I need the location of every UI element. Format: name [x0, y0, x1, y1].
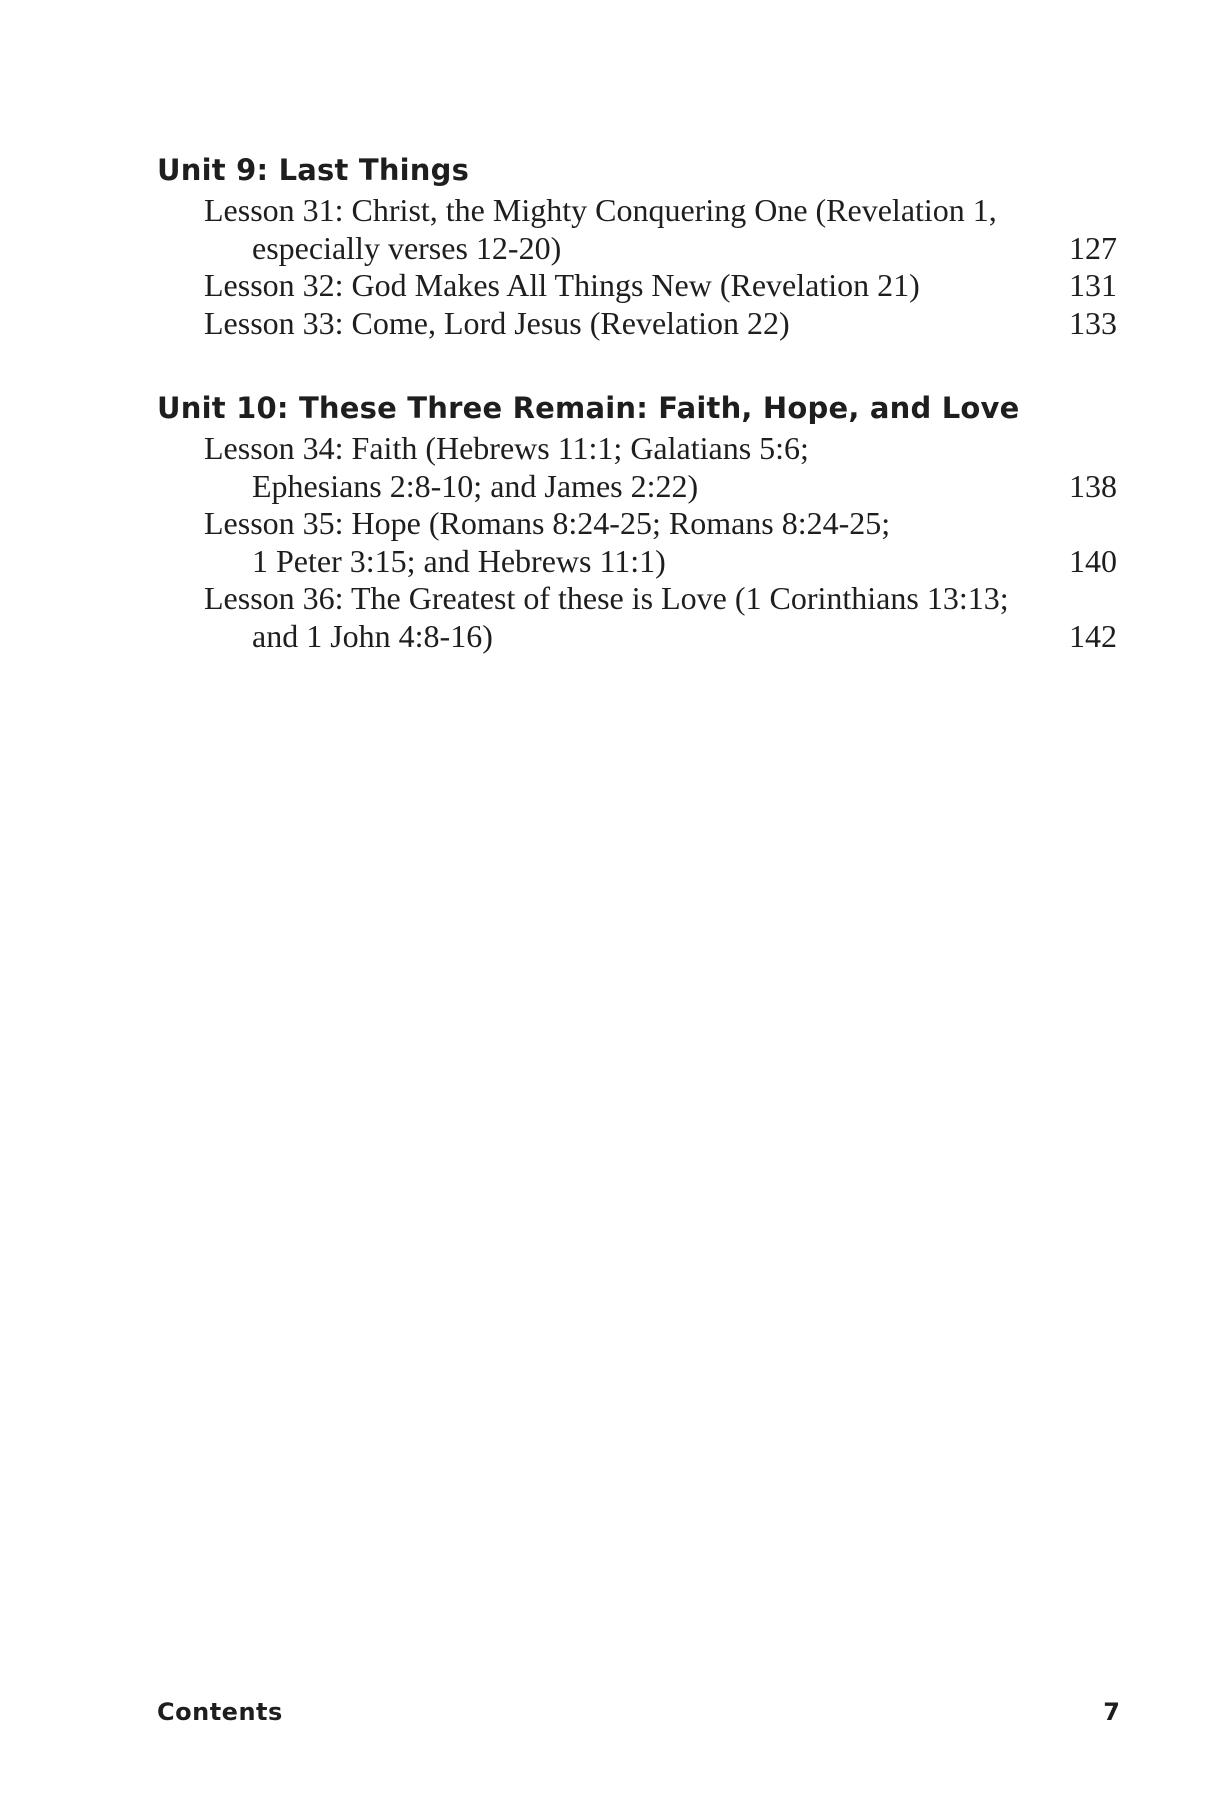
lesson-34-entry[interactable]: [204, 430, 1117, 505]
unit-title: Unit 9: Last Things: [157, 153, 470, 187]
lesson-33-entry[interactable]: [204, 305, 1117, 343]
lesson-31-entry[interactable]: [204, 192, 1117, 267]
lesson-title-continuation: and 1 John 4:8-16): [252, 617, 493, 654]
unit-10: [157, 386, 1117, 655]
lesson-title-continuation: especially verses 12-20): [252, 229, 562, 266]
page-number: 127: [1069, 229, 1117, 266]
lesson-title-continuation: 1 Peter 3:15; and Hebrews 11:1): [252, 542, 666, 579]
page-number: 140: [1069, 542, 1117, 579]
page-number: 133: [1069, 304, 1117, 341]
lesson-32-entry[interactable]: [204, 267, 1117, 305]
lesson-title-line: Lesson 32: God Makes All Things New (Revelation 21): [204, 267, 920, 303]
lesson-title-line: Lesson 33: Come, Lord Jesus (Revelation 22): [204, 304, 790, 341]
lesson-title-continuation: Ephesians 2:8-10; and James 2:22): [252, 467, 699, 504]
page-number: 142: [1069, 617, 1117, 654]
lesson-35-entry[interactable]: [204, 505, 1117, 580]
lesson-title-line: Lesson 35: Hope (Romans 8:24-25; Romans 8:24-25;: [204, 505, 891, 541]
lesson-title-line: Lesson 34: Faith (Hebrews 11:1; Galatians 5:6;: [204, 430, 809, 466]
footer-section-label: Contents: [157, 1698, 283, 1726]
lesson-36-entry[interactable]: [204, 580, 1117, 655]
lesson-title-line: Lesson 31: Christ, the Mighty Conquering One (Revelation 1,: [204, 192, 997, 228]
unit-9: [157, 148, 1117, 342]
page-number: 131: [1069, 267, 1117, 303]
footer-page-number: 7: [1103, 1698, 1120, 1726]
unit-title: Unit 10: These Three Remain: Faith, Hope, and Love: [157, 391, 1020, 425]
lesson-title-line: Lesson 36: The Greatest of these is Love (1 Corinthians 13:13;: [204, 580, 1009, 616]
table-of-contents: [157, 148, 1117, 699]
page-number: 138: [1069, 467, 1117, 504]
